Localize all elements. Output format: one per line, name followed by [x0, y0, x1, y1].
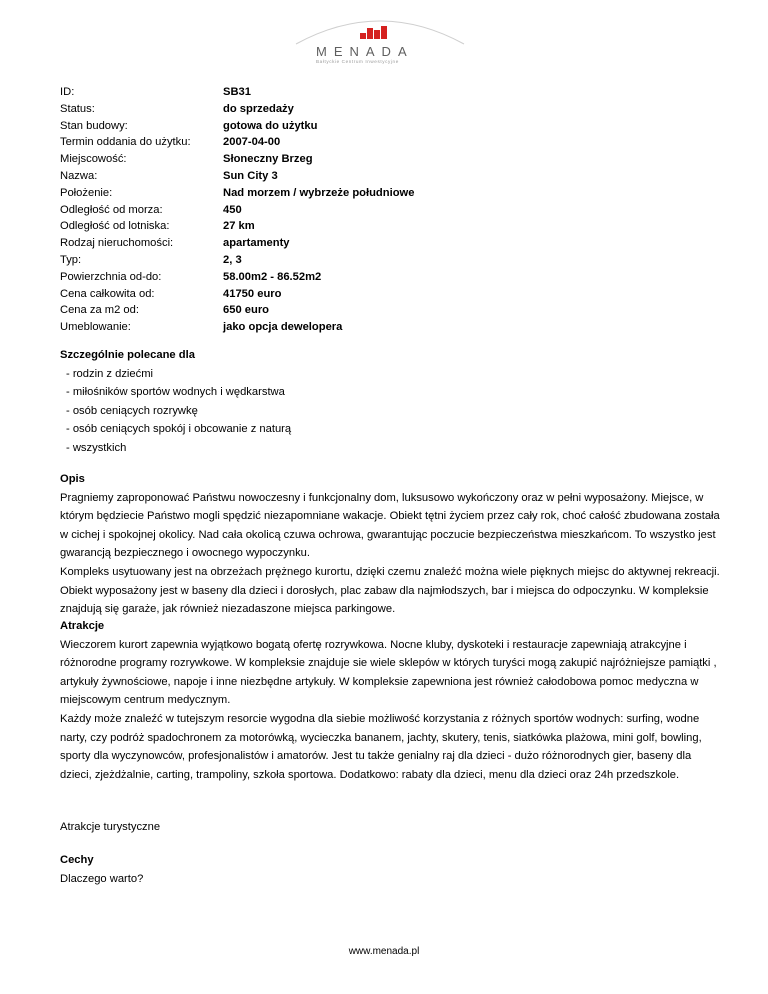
opis-paragraph: Kompleks usytuowany jest na obrzeżach prężnego kurortu, dzięki czemu znaleźć można wiele pięknych miejsc do aktywnej rekreacji. Obiekt wyposażony jest w baseny dla dzieci i dorosłych, plac zabaw dla najmłodszych, bar i miejsca do odpoczynku. W kompleksie znajdują się garaże, jak również niezadaszone miejsca parkingowe.: [60, 565, 720, 616]
property-value: Sun City 3: [223, 169, 278, 182]
property-label: Powierzchnia od-do:: [60, 270, 162, 283]
property-row: [60, 319, 414, 336]
property-details: [60, 84, 414, 336]
atrakcje-section: [60, 617, 720, 710]
property-value: 41750 euro: [223, 287, 282, 300]
property-label: Typ:: [60, 253, 82, 266]
property-row: [60, 151, 414, 168]
property-value: SB31: [223, 86, 251, 98]
tourist-attractions: [60, 818, 720, 837]
list-item: - osób ceniących spokój i obcowanie z naturą: [66, 423, 292, 436]
property-value: Nad morzem / wybrzeże południowe: [223, 186, 415, 199]
property-label: Nazwa:: [60, 169, 98, 182]
property-row: [60, 202, 414, 219]
property-label: Miejscowość:: [60, 153, 127, 166]
opis-section: [60, 470, 720, 619]
logo-arc-icon: [290, 8, 470, 48]
property-value: jako opcja dewelopera: [223, 321, 343, 334]
property-row: [60, 84, 414, 101]
property-label: Umeblowanie:: [60, 321, 131, 334]
property-value: 450: [223, 203, 242, 216]
property-row: [60, 302, 414, 319]
recommended-title: Szczególnie polecane dla: [60, 349, 195, 361]
property-row: [60, 252, 414, 269]
property-label: Położenie:: [60, 186, 113, 199]
property-label: Odległość od morza:: [60, 203, 163, 216]
property-row: [60, 134, 414, 151]
property-value: 27 km: [223, 220, 255, 233]
property-label: Cena całkowita od:: [60, 287, 155, 300]
logo-wordmark: MENADA: [316, 44, 414, 59]
logo: [0, 0, 768, 80]
property-value: 2007-04-00: [223, 136, 281, 149]
property-value: gotowa do użytku: [223, 119, 318, 132]
property-label: Status:: [60, 102, 95, 115]
property-label: Rodzaj nieruchomości:: [60, 237, 174, 250]
list-item: - wszystkich: [66, 441, 127, 454]
atrakcje-turystyczne-text: Atrakcje turystyczne: [60, 821, 161, 833]
list-item: - osób ceniących rozrywkę: [66, 404, 198, 417]
property-row: [60, 218, 414, 235]
property-label: Odległość od lotniska:: [60, 220, 170, 233]
cechy-section: [60, 851, 720, 888]
property-value: do sprzedaży: [223, 102, 294, 115]
opis-title: Opis: [60, 473, 85, 485]
property-label: Stan budowy:: [60, 119, 128, 132]
logo-tagline: Bałtyckie Centrum Inwestycyjne: [316, 59, 399, 64]
property-row: [60, 286, 414, 303]
property-row: [60, 101, 414, 118]
sports-section: [60, 710, 720, 784]
cechy-paragraph: Dlaczego warto?: [60, 872, 144, 885]
property-value: 2, 3: [223, 253, 242, 266]
property-value: 650 euro: [223, 304, 270, 317]
opis-paragraph: Pragniemy zaproponować Państwu nowoczesny i funkcjonalny dom, luksusowo wykończony oraz w pełni wyposażony. Miejsce, w którym będziecie Państwo mogli spędzić niezapomniane wakacje. Obiekt tętni życiem przez cały rok, choć całość zbudowana została w cichej i spokojnej okolicy. Nad cała okolicą czuwa ochrowa, gwarantując poczucie bezpieczeństwa mieszkańcom. To wszystko jest gwarancją bezpiecznego i owocnego wypoczynku.: [60, 491, 720, 560]
cechy-title: Cechy: [60, 854, 94, 866]
list-item: - miłośników sportów wodnych i wędkarstwa: [66, 386, 285, 399]
atrakcje-paragraph: Każdy może znaleźć w tutejszym resorcie wygodna dla siebie możliwość korzystania z różnych sportów wodnych: surfing, wodne narty, czy podróż spadochronem za motorówką, wycieczka bananem, jachty, skutery, tenis, siatkówka plażowa, mini golf, bowling, sporty dla wyczynowców, profesjonalistów i amatorów. Jest tu także genialny raj dla dzieci - dużo różnorodnych gier, baseny dla dzieci, zjeżdżalnie, carting, trampoliny, szkoła sportowa. Dodatkowo: rabaty dla dzieci, menu dla dzieci oraz 24h przedszkole.: [60, 713, 702, 781]
footer-url: www.menada.pl: [348, 946, 420, 957]
list-item: - rodzin z dziećmi: [66, 367, 154, 380]
property-value: apartamenty: [223, 237, 290, 250]
property-label: Cena za m2 od:: [60, 304, 139, 317]
property-label: ID:: [60, 86, 75, 98]
property-row: [60, 168, 414, 185]
property-value: 58.00m2 - 86.52m2: [223, 270, 322, 283]
property-value: Słoneczny Brzeg: [223, 153, 313, 166]
property-row: [60, 269, 414, 286]
atrakcje-title: Atrakcje: [60, 620, 105, 632]
atrakcje-paragraph: Wieczorem kurort zapewnia wyjątkowo bogatą ofertę rozrywkowa. Nocne kluby, dyskoteki i restauracje zapewniają atrakcyjne i różnorodne programy rozrywkowe. W kompleksie znajduje sie wiele sklepów w których turyści mogą zakupić najróżniejsze pamiątki , artykuły żywnościowe, napoje i inne niezbędne artykuły. W kompleksie zapewniona jest również całodobowa pomoc medyczna w miejscowym centrum medycznym.: [60, 638, 717, 707]
property-row: [60, 185, 414, 202]
property-label: Termin oddania do użytku:: [60, 136, 191, 149]
property-row: [60, 118, 414, 135]
recommended-section: [60, 346, 720, 458]
property-row: [60, 235, 414, 252]
